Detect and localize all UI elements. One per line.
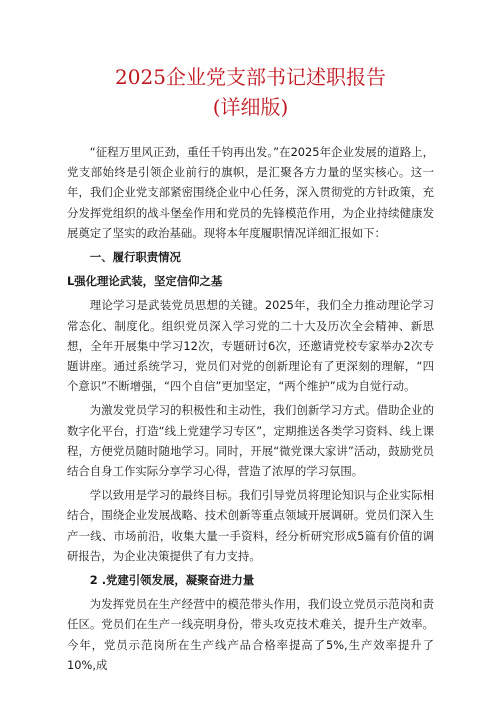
intro-paragraph: “征程万里风正劲，重任千钧再出发。”在2025年企业发展的道路上，党支部始终是引领企业前行的旗帜，是汇聚各方力量的坚实核心。这一年，我们企业党支部紧密围绕企业中心任务，深入贯彻党的方针政策，充分发挥党组织的战斗堡垒作用和党员的先锋模范作用，为企业持续健康发展奠定了坚实的政治基础。现将本年度履职情况详细汇报如下： bbox=[67, 145, 434, 240]
subsection-heading: L强化理论武装，坚定信仰之基 bbox=[67, 274, 223, 289]
document-title: 2025企业党支部书记述职报告 bbox=[115, 65, 386, 89]
subsection-heading: 2 .党建引领发展，凝聚奋进力量 bbox=[89, 573, 255, 588]
body-paragraph: 学以致用是学习的最终目标。我们引导党员将理论知识与企业实际相结合，围绕企业发展战略、技术创新等重点领域开展调研。党员们深入生产一线、市场前沿，收集大量一手资料，经分析研究形成5篇有价值的调研报告，为企业决策提供了有力支持。 bbox=[67, 488, 434, 563]
body-paragraph: 为发挥党员在生产经营中的模范带头作用，我们设立党员示范岗和责任区。党员们在生产一线亮明身份，带头攻克技术难关，提升生产效率。今年，党员示范岗所在生产线产品合格率提高了5%,生产效率提升了10%,成 bbox=[67, 597, 434, 672]
document-subtitle: (详细版) bbox=[212, 95, 289, 119]
section-heading: 一、履行职责情况 bbox=[89, 250, 181, 265]
body-paragraph: 理论学习是武装党员思想的关键。2025年，我们全力推动理论学习常态化、制度化。组织党员深入学习党的二十大及历次全会精神、新思想，全年开展集中学习12次，专题研讨6次，还邀请党校专家举办2次专题讲座。通过系统学习，党员们对党的创新理论有了更深刻的理解，“四个意识”不断增强，“四个自信”更加坚定，“两个维护”成为自觉行动。 bbox=[67, 298, 434, 394]
body-paragraph: 为激发党员学习的积极性和主动性，我们创新学习方式。借助企业的数字化平台，打造“线上党建学习专区”，定期推送各类学习资料、线上课程，方便党员随时随地学习。同时，开展“微党课大家讲”活动，鼓励党员结合自身工作实际分享学习心得，营造了浓厚的学习氛围。 bbox=[67, 403, 434, 479]
